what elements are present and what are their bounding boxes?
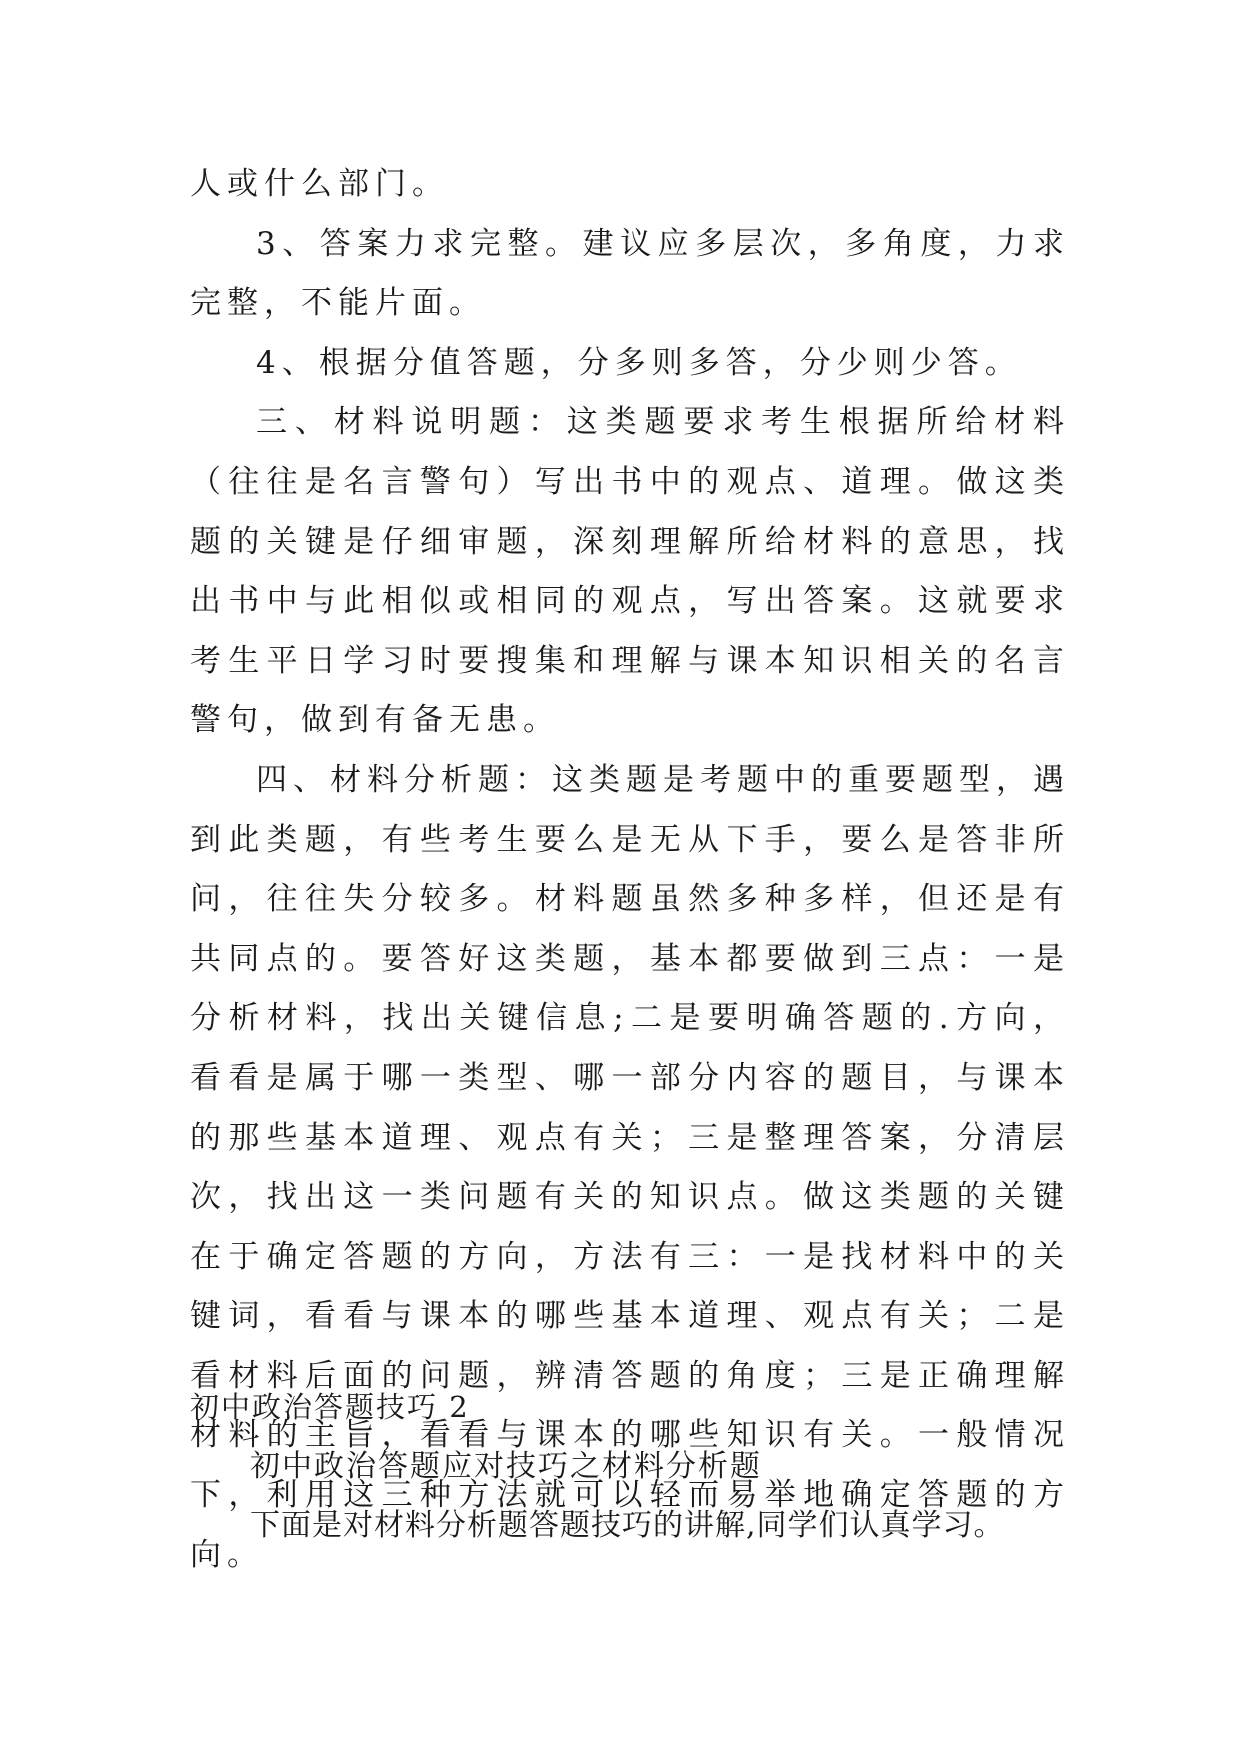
paragraph-point-4: 4、根据分值答题，分多则多答，分少则少答。 — [256, 344, 1022, 381]
intro-line — [190, 1496, 1090, 1555]
section-heading: 初中政治答题技巧 2 — [190, 1390, 470, 1424]
intro-text: 下面是对材料分析题答题技巧的讲解,同学们认真学习。 — [250, 1508, 1005, 1543]
paragraph-section-4: 四、材料分析题：这类题是考题中的重要题型，遇到此类题，有些考生要么是无从下手，要么是答非所问，往往失分较多。材料题虽然多种多样，但还是有共同点的。要答好这类题，基本都要做到三点：一是分析材料，找出关键信息;二是要明确答题的.方向，看看是属于哪一类型、哪一部分内容的题目，与课本的那些基本道理、观点有关；三是整理答案，分清层次，找出这一类问题有关的知识点。做这类题的关键在于确定答题的方向，方法有三：一是找材料中的关键词，看看与课本的哪些基本道理、观点有关；二是看材料后面的问题，辨清答题的角度；三是正确理解材料的主旨，看看与课本的哪些知识有关。一般情况下，利用这三种方法就可以轻而易举地确定答题的方向。 — [190, 761, 1070, 1573]
paragraph-point-3: 3、答案力求完整。建议应多层次，多角度，力求完整，不能片面。 — [190, 225, 1070, 322]
subheading-text: 初中政治答题应对技巧之材料分析题 — [250, 1449, 762, 1484]
paragraph-continuation: 人或什么部门。 — [190, 166, 449, 202]
subheading — [190, 1437, 1090, 1496]
body-text — [190, 155, 1070, 1585]
paragraph-section-3: 三、材料说明题：这类题要求考生根据所给材料（往往是名言警句）写出书中的观点、道理。做这类题的关键是仔细审题，深刻理解所给材料的意思，找出书中与此相似或相同的观点，写出答案。这就要求考生平日学习时要搜集和理解与课本知识相关的名言警句，做到有备无患。 — [190, 404, 1070, 739]
